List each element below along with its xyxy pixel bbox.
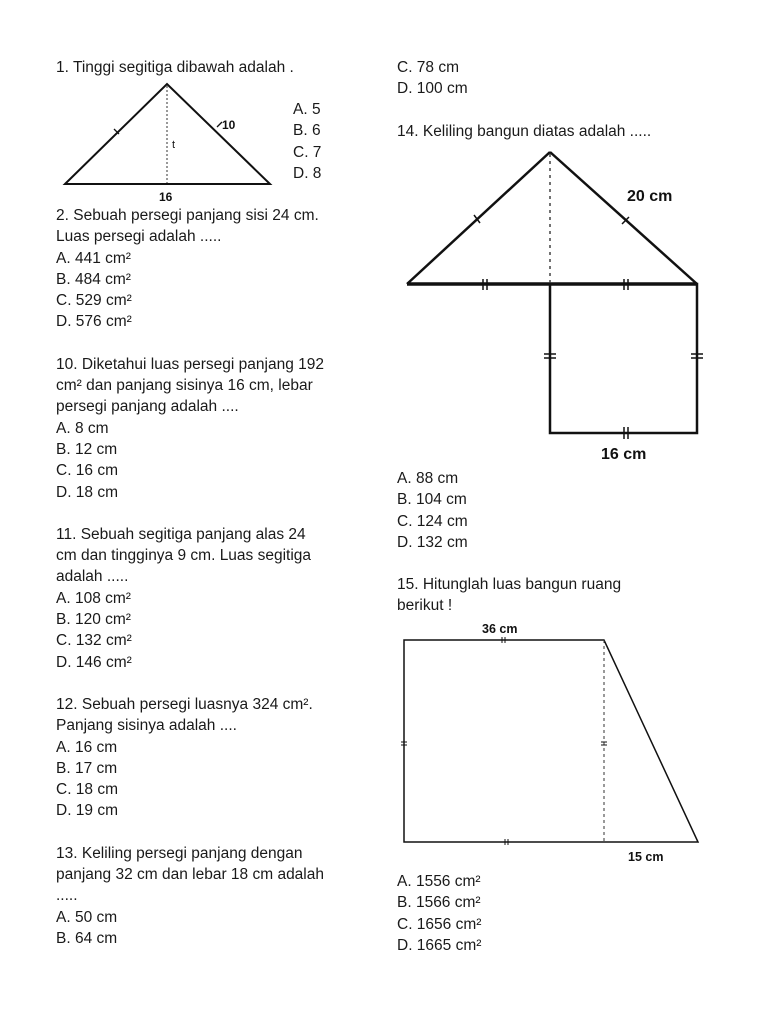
q2-stem-line2: Luas persegi adalah ..... [56,228,222,246]
q15-stem-line1: 15. Hitunglah luas bangun ruang [397,576,622,594]
q13-stem-line1: 13. Keliling persegi panjang dengan [56,844,303,862]
q14-option-d[interactable]: D. 132 cm [397,533,468,551]
q14-option-a[interactable]: A. 88 cm [397,470,459,487]
q2-option-d[interactable]: D. 576 cm² [56,313,132,331]
q2-stem-line1: 2. Sebuah persegi panjang sisi 24 cm. [56,207,319,224]
q11-stem-line2: cm dan tingginya 9 cm. Luas segitiga [56,547,312,565]
q10-option-a[interactable]: A. 8 cm [56,419,109,437]
q12-stem-line1: 12. Sebuah persegi luasnya 324 cm². [56,695,313,713]
q10-stem-line2: cm² dan panjang sisinya 16 cm, lebar [56,377,313,395]
q2-option-b[interactable]: B. 484 cm² [56,270,131,288]
q15-extra-label: 15 cm [628,850,664,864]
q10-stem-line3: persegi panjang adalah .... [56,398,239,416]
q11-option-c[interactable]: C. 132 cm² [56,632,132,650]
q10-option-d[interactable]: D. 18 cm [56,483,119,501]
q1-height-label: t [172,139,176,151]
right-column-top [397,57,737,142]
q11-option-a[interactable]: A. 108 cm² [56,589,131,607]
q12-option-b[interactable]: B. 17 cm [56,759,118,777]
q2-option-c[interactable]: C. 529 cm² [56,292,132,310]
q10-option-c[interactable]: C. 16 cm [56,462,119,480]
q14-option-b[interactable]: B. 104 cm [397,491,467,509]
q15-option-a[interactable]: A. 1556 cm² [397,873,481,890]
q10-option-b[interactable]: B. 12 cm [56,440,118,458]
q1-option-b[interactable]: B. 6 [293,122,321,140]
q1-option-a[interactable]: A. 5 [293,101,321,118]
q10-stem-line1: 10. Diketahui luas persegi panjang 192 [56,355,324,373]
q11-stem-line3: adalah ..... [56,568,129,586]
q13-option-c[interactable]: C. 78 cm [397,59,460,76]
q13-option-a[interactable]: A. 50 cm [56,908,118,926]
q11-option-b[interactable]: B. 120 cm² [56,611,131,629]
q12-option-d[interactable]: D. 19 cm [56,802,119,820]
q15-trapezoid-figure [398,618,708,868]
q15-top-label: 36 cm [482,622,518,636]
q13-stem-line2: panjang 32 cm dan lebar 18 cm adalah [56,866,324,884]
q14-composite-figure [400,145,710,470]
q12-stem-line2: Panjang sisinya adalah .... [56,717,237,735]
q15-stem-line2: berikut ! [397,597,453,615]
q14-base-label: 16 cm [601,446,647,463]
q14-option-c[interactable]: C. 124 cm [397,512,468,530]
q1-option-c[interactable]: C. 7 [293,143,322,161]
q1-side-label: 10 [222,118,236,132]
q12-option-a[interactable]: A. 16 cm [56,738,118,756]
q1-base-label: 16 [159,190,173,204]
q14-stem: 14. Keliling bangun diatas adalah ..... [397,122,652,140]
q14-side-label: 20 cm [627,188,673,205]
q13-option-d[interactable]: D. 100 cm [397,80,468,98]
right-column-bottom [397,468,737,617]
left-column-questions [56,205,386,949]
q13-stem-line3: ..... [56,887,78,905]
q15-options [397,871,737,956]
q2-option-a[interactable]: A. 441 cm² [56,249,131,267]
q1-stem: 1. Tinggi segitiga dibawah adalah . [56,59,294,76]
q11-stem-line1: 11. Sebuah segitiga panjang alas 24 [56,525,306,543]
q1-triangle-figure [60,82,280,207]
q15-option-d[interactable]: D. 1665 cm² [397,936,482,954]
q15-option-b[interactable]: B. 1566 cm² [397,894,481,912]
q13-option-b[interactable]: B. 64 cm [56,929,118,947]
q12-option-c[interactable]: C. 18 cm [56,781,119,799]
q11-option-d[interactable]: D. 146 cm² [56,653,132,671]
q15-option-c[interactable]: C. 1656 cm² [397,915,482,933]
q1-options [293,99,321,184]
q1-option-d[interactable]: D. 8 [293,164,322,182]
